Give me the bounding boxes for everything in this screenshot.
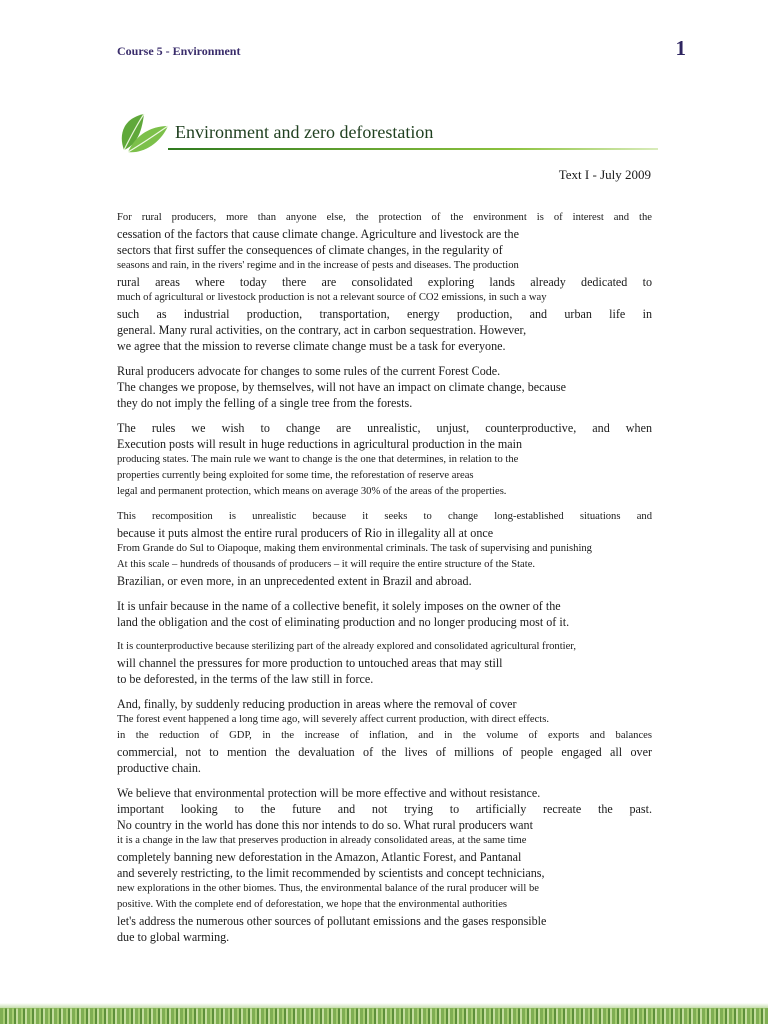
text-line: because it puts almost the entire rural producers of Rio in illegality all at once [117, 526, 494, 540]
text-line: productive chain. [117, 761, 201, 775]
text-line: due to global warming. [117, 930, 230, 944]
paragraph-7 [117, 696, 652, 776]
text-line: This recomposition is unrealistic because it seeks to change long-established situations and [117, 511, 652, 522]
text-line: will channel the pressures for more production to untouched areas that may still [117, 656, 503, 670]
text-line: From Grande do Sul to Oiapoque, making them environmental criminals. The task of supervising and punishing [117, 543, 592, 554]
text-line: Brazilian, or even more, in an unprecedented extent in Brazil and abroad. [117, 574, 472, 588]
paragraph-5 [117, 598, 652, 630]
text-line: it is a change in the law that preserves production in already consolidated areas, at the same time [117, 835, 527, 846]
text-line: we agree that the mission to reverse climate change must be a task for everyone. [117, 339, 506, 353]
text-line: No country in the world has done this nor intends to do so. What rural producers want [117, 818, 533, 832]
paragraph-6 [117, 639, 652, 687]
page-number: 1 [675, 36, 686, 60]
text-line: important looking to the future and not trying to artificially recreate the past. [117, 802, 652, 816]
text-line: commercial, not to mention the devaluation of the lives of millions of people engaged all over [117, 745, 652, 759]
text-line: much of agricultural or livestock production is not a relevant source of CO2 emissions, in such a way [117, 292, 547, 303]
text-line: completely banning new deforestation in the Amazon, Atlantic Forest, and Pantanal [117, 850, 522, 864]
paragraph-3 [117, 420, 652, 500]
title-underline [168, 148, 658, 150]
text-line: seasons and rain, in the rivers' regime and in the increase of pests and diseases. The production [117, 260, 519, 271]
paragraph-2 [117, 363, 652, 411]
text-line: let's address the numerous other sources of pollutant emissions and the gases responsible [117, 914, 547, 928]
text-line: We believe that environmental protection will be more effective and without resistance. [117, 786, 541, 800]
text-line: For rural producers, more than anyone else, the protection of the environment is of interest and the [117, 212, 652, 223]
text-line: At this scale – hundreds of thousands of producers – it will require the entire structure of the State. [117, 559, 536, 570]
course-label: Course 5 - Environment [117, 44, 241, 58]
text-line: producing states. The main rule we want to change is the one that determines, in relation to the [117, 454, 519, 465]
document-title: Environment and zero deforestation [175, 122, 434, 142]
text-line: Execution posts will result in huge reductions in agricultural production in the main [117, 437, 523, 451]
text-line: sectors that first suffer the consequences of climate changes, in the regularity of [117, 243, 503, 257]
text-line: It is counterproductive because sterilizing part of the already explored and consolidated agricultural frontier, [117, 641, 577, 652]
text-line: new explorations in the other biomes. Thus, the environmental balance of the rural producer will be [117, 883, 539, 894]
text-line: It is unfair because in the name of a collective benefit, it solely imposes on the owner of the [117, 599, 561, 613]
text-line: legal and permanent protection, which means on average 30% of the areas of the properties. [117, 486, 507, 497]
paragraph-8 [117, 785, 652, 945]
text-line: positive. With the complete end of deforestation, we hope that the environmental authorities [117, 899, 508, 910]
text-line: The rules we wish to change are unrealistic, unjust, counterproductive, and when [117, 421, 652, 435]
document-body [117, 210, 652, 954]
text-line: Rural producers advocate for changes to some rules of the current Forest Code. [117, 364, 501, 378]
text-line: to be deforested, in the terms of the law still in force. [117, 672, 374, 686]
text-line: cessation of the factors that cause climate change. Agriculture and livestock are the [117, 227, 519, 241]
paragraph-1 [117, 210, 652, 354]
text-line: land the obligation and the cost of eliminating production and no longer producing most of it. [117, 615, 570, 629]
paragraph-4 [117, 509, 652, 589]
text-line: general. Many rural activities, on the contrary, act in carbon sequestration. However, [117, 323, 527, 337]
text-date: Text I - July 2009 [558, 167, 651, 182]
text-line: The forest event happened a long time ago, will severely affect current production, with direct effects. [117, 714, 550, 725]
text-line: such as industrial production, transportation, energy production, and urban life in [117, 307, 652, 321]
text-line: and severely restricting, to the limit recommended by scientists and concept technicians, [117, 866, 545, 880]
text-line: they do not imply the felling of a single tree from the forests. [117, 396, 413, 410]
text-line: rural areas where today there are consolidated exploring lands already dedicated to [117, 275, 652, 289]
leaf-icon [116, 110, 172, 154]
grass-footer-decoration [0, 1008, 768, 1024]
text-line: in the reduction of GDP, in the increase of inflation, and in the volume of exports and balances [117, 730, 652, 741]
text-line: properties currently being exploited for some time, the reforestation of reserve areas [117, 470, 474, 481]
text-line: The changes we propose, by themselves, will not have an impact on climate change, because [117, 380, 566, 394]
text-line: And, finally, by suddenly reducing production in areas where the removal of cover [117, 697, 517, 711]
